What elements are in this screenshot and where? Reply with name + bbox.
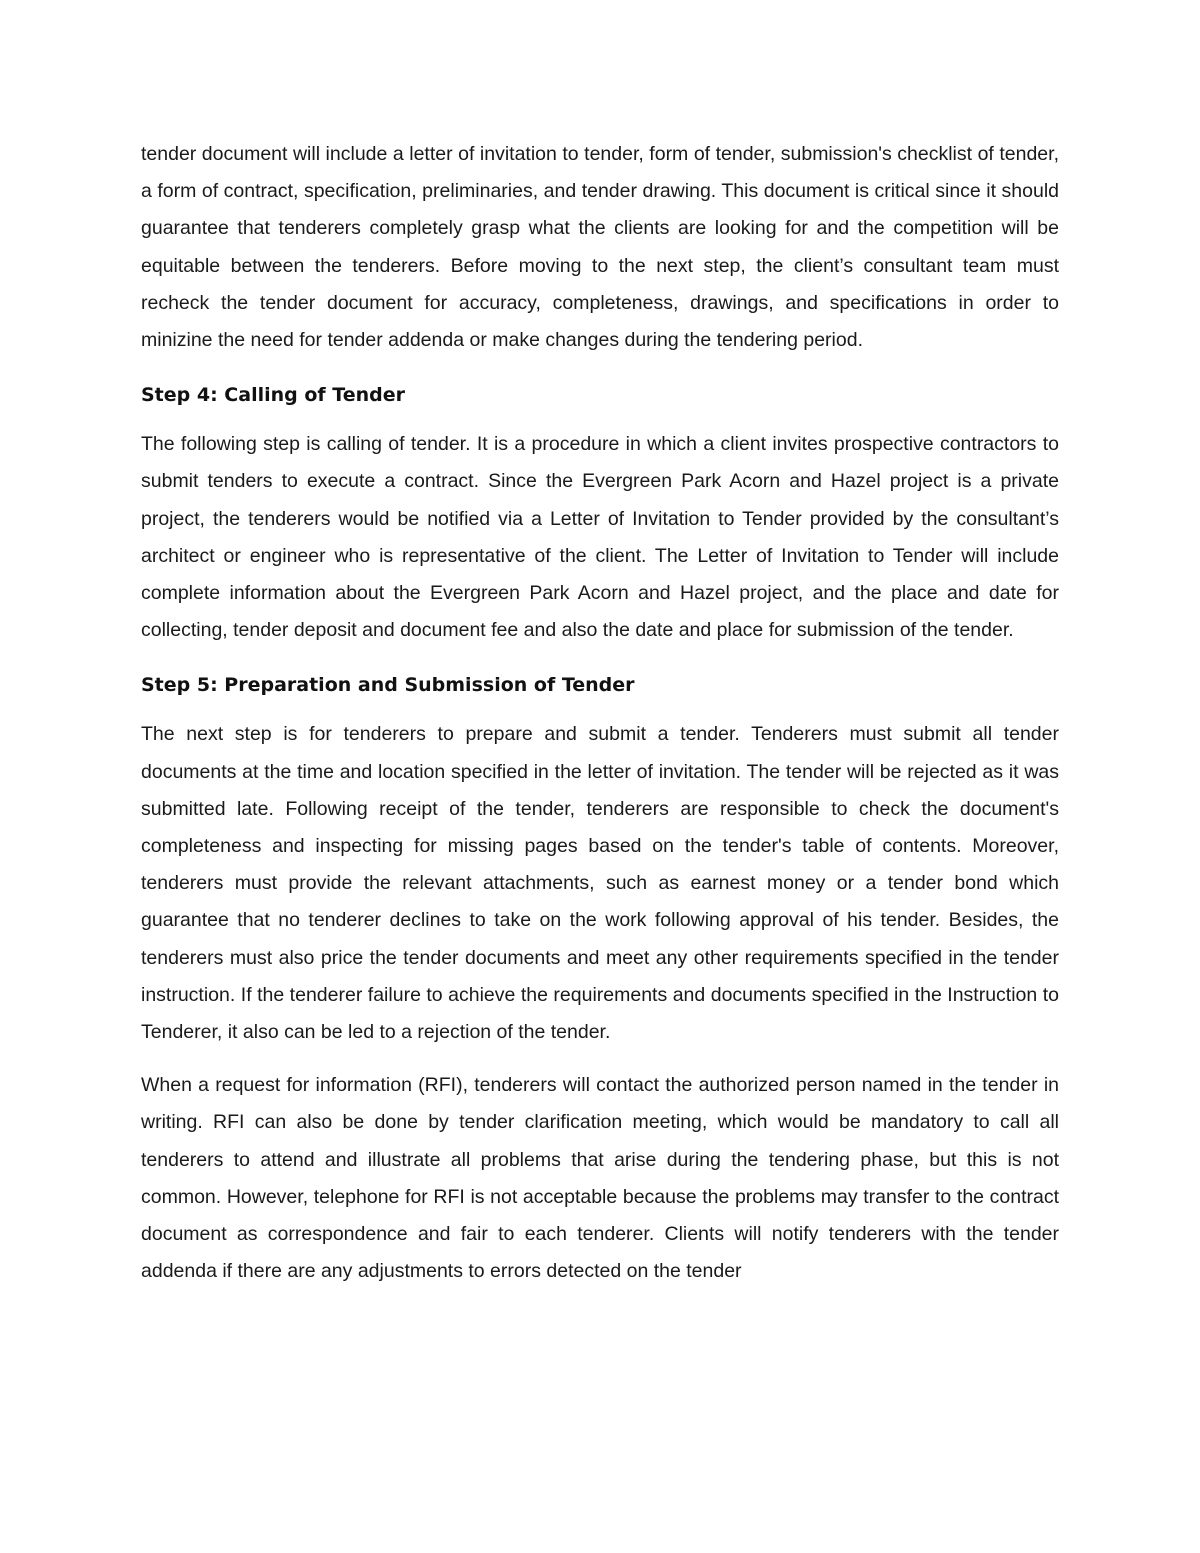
step5-paragraph-2: When a request for information (RFI), tenderers will contact the authorized person named in the tender in writing. RFI can also be done by tender clarification meeting, which would be mandatory to call all tenderers to attend and illustrate all problems that arise during the tendering phase, but this is not common. However, telephone for RFI is not acceptable because the problems may transfer to the contract document as correspondence and fair to each tenderer. Clients will notify tenderers with the tender addenda if there are any adjustments to errors detected on the tender	[141, 1074, 1059, 1283]
paragraph-gap	[141, 1051, 1059, 1067]
intro-paragraph: tender document will include a letter of invitation to tender, form of tender, submission's checklist of tender, a form of contract, specification, preliminaries, and tender drawing. This document is critical since it should guarantee that tenderers completely grasp what the clients are looking for and the competition will be equitable between the tenderers. Before moving to the next step, the client’s consultant team must recheck the tender document for accuracy, completeness, drawings, and specifications in order to minizine the need for tender addenda or make changes during the tendering period.	[141, 143, 1059, 352]
document-body	[141, 136, 1059, 1290]
step4-heading: Step 4: Calling of Tender	[141, 384, 405, 407]
step5-heading: Step 5: Preparation and Submission of Tender	[141, 674, 635, 697]
step5-paragraph-1: The next step is for tenderers to prepare and submit a tender. Tenderers must submit all tender documents at the time and location specified in the letter of invitation. The tender will be rejected as it was submitted late. Following receipt of the tender, tenderers are responsible to check the document's completeness and inspecting for missing pages based on the tender's table of contents. Moreover, tenderers must provide the relevant attachments, such as earnest money or a tender bond which guarantee that no tenderer declines to take on the work following approval of his tender. Besides, the tenderers must also price the tender documents and meet any other requirements specified in the tender instruction. If the tenderer failure to achieve the requirements and documents specified in the Instruction to Tenderer, it also can be led to a rejection of the tender.	[141, 723, 1059, 1044]
step4-paragraph: The following step is calling of tender. It is a procedure in which a client invites prospective contractors to submit tenders to execute a contract. Since the Evergreen Park Acorn and Hazel project is a private project, the tenderers would be notified via a Letter of Invitation to Tender provided by the consultant’s architect or engineer who is representative of the client. The Letter of Invitation to Tender will include complete information about the Evergreen Park Acorn and Hazel project, and the place and date for collecting, tender deposit and document fee and also the date and place for submission of the tender.	[141, 433, 1059, 642]
